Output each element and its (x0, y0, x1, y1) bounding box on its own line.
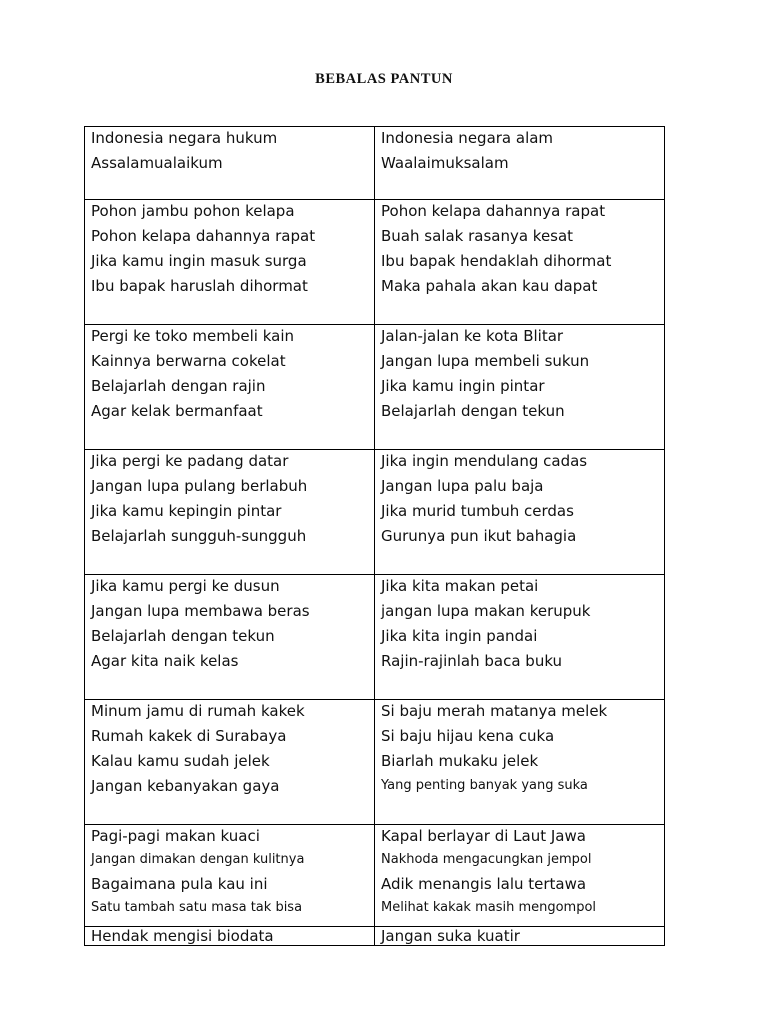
pantun-row (85, 450, 665, 575)
pantun-line: Buah salak rasanya kesat (381, 227, 574, 245)
pantun-line: Jika kita makan petai (381, 577, 539, 595)
pantun-line: Ibu bapak hendaklah dihormat (381, 252, 612, 270)
pantun-cell-right (375, 200, 665, 325)
pantun-cell-left (85, 575, 375, 700)
pantun-line: Kainnya berwarna cokelat (91, 352, 286, 370)
pantun-cell-right (375, 325, 665, 450)
pantun-line: Belajarlah dengan tekun (381, 402, 565, 420)
pantun-line: Si baju hijau kena cuka (381, 727, 555, 745)
pantun-row-greeting (85, 127, 665, 200)
pantun-line: Jangan suka kuatir (381, 927, 520, 945)
pantun-row (85, 927, 665, 946)
pantun-line: Rajin-rajinlah baca buku (381, 652, 563, 670)
pantun-table (84, 126, 665, 946)
pantun-line: Pagi-pagi makan kuaci (91, 827, 260, 845)
pantun-line: Belajarlah sungguh-sungguh (91, 527, 307, 545)
pantun-line: Kalau kamu sudah jelek (91, 752, 270, 770)
pantun-line: Jangan lupa membeli sukun (381, 352, 590, 370)
pantun-row (85, 700, 665, 825)
pantun-line: Belajarlah dengan tekun (91, 627, 275, 645)
pantun-line: Jalan-jalan ke kota Blitar (381, 327, 564, 345)
pantun-cell-left (85, 127, 375, 200)
pantun-line: Jangan lupa palu baja (381, 477, 544, 495)
pantun-line: Jika ingin mendulang cadas (381, 452, 588, 470)
pantun-line: Adik menangis lalu tertawa (381, 875, 587, 893)
pantun-cell-left (85, 200, 375, 325)
pantun-line: Jangan dimakan dengan kulitnya (91, 852, 305, 867)
pantun-line: Pohon kelapa dahannya rapat (91, 227, 316, 245)
pantun-line: Jangan kebanyakan gaya (91, 777, 280, 795)
pantun-row (85, 325, 665, 450)
pantun-line: Minum jamu di rumah kakek (91, 702, 305, 720)
pantun-cell-right (375, 700, 665, 825)
pantun-line: Kapal berlayar di Laut Jawa (381, 827, 586, 845)
pantun-line: Pergi ke toko membeli kain (91, 327, 294, 345)
pantun-line: Jika murid tumbuh cerdas (381, 502, 574, 520)
pantun-row (85, 200, 665, 325)
pantun-line: Agar kita naik kelas (91, 652, 239, 670)
pantun-cell-right (375, 450, 665, 575)
pantun-line: Bagaimana pula kau ini (91, 875, 268, 893)
pantun-line: Maka pahala akan kau dapat (381, 277, 598, 295)
pantun-line: Jika kamu ingin pintar (381, 377, 545, 395)
pantun-cell-left (85, 325, 375, 450)
pantun-line: Melihat kakak masih mengompol (381, 900, 597, 915)
pantun-line: Belajarlah dengan rajin (91, 377, 266, 395)
pantun-line: Indonesia negara hukum (91, 129, 278, 147)
pantun-line: Jika kamu ingin masuk surga (91, 252, 307, 270)
pantun-cell-left (85, 927, 375, 946)
pantun-row (85, 575, 665, 700)
pantun-line: Jika kita ingin pandai (381, 627, 538, 645)
pantun-cell-left (85, 450, 375, 575)
pantun-line: Pohon jambu pohon kelapa (91, 202, 295, 220)
pantun-line: Rumah kakek di Surabaya (91, 727, 287, 745)
pantun-line: Jika pergi ke padang datar (91, 452, 289, 470)
pantun-line: Biarlah mukaku jelek (381, 752, 539, 770)
pantun-line: Yang penting banyak yang suka (381, 778, 588, 793)
pantun-line: Ibu bapak haruslah dihormat (91, 277, 308, 295)
pantun-line: Jika kamu pergi ke dusun (91, 577, 280, 595)
pantun-line: Assalamualaikum (91, 154, 223, 172)
pantun-cell-left (85, 825, 375, 927)
pantun-line: Satu tambah satu masa tak bisa (91, 900, 303, 915)
pantun-line: Jangan lupa membawa beras (91, 602, 310, 620)
pantun-cell-right (375, 927, 665, 946)
pantun-line: Agar kelak bermanfaat (91, 402, 263, 420)
pantun-line: Indonesia negara alam (381, 129, 554, 147)
document-title: BEBALAS PANTUN (315, 71, 453, 87)
pantun-row (85, 825, 665, 927)
pantun-cell-right (375, 127, 665, 200)
pantun-line: Si baju merah matanya melek (381, 702, 608, 720)
pantun-line: Jika kamu kepingin pintar (91, 502, 282, 520)
pantun-line: Hendak mengisi biodata (91, 927, 274, 945)
pantun-line: jangan lupa makan kerupuk (381, 602, 591, 620)
pantun-line: Gurunya pun ikut bahagia (381, 527, 577, 545)
pantun-cell-right (375, 825, 665, 927)
pantun-line: Jangan lupa pulang berlabuh (91, 477, 308, 495)
pantun-line: Waalaimuksalam (381, 154, 509, 172)
pantun-line: Nakhoda mengacungkan jempol (381, 852, 592, 867)
pantun-cell-left (85, 700, 375, 825)
pantun-cell-right (375, 575, 665, 700)
pantun-line: Pohon kelapa dahannya rapat (381, 202, 606, 220)
